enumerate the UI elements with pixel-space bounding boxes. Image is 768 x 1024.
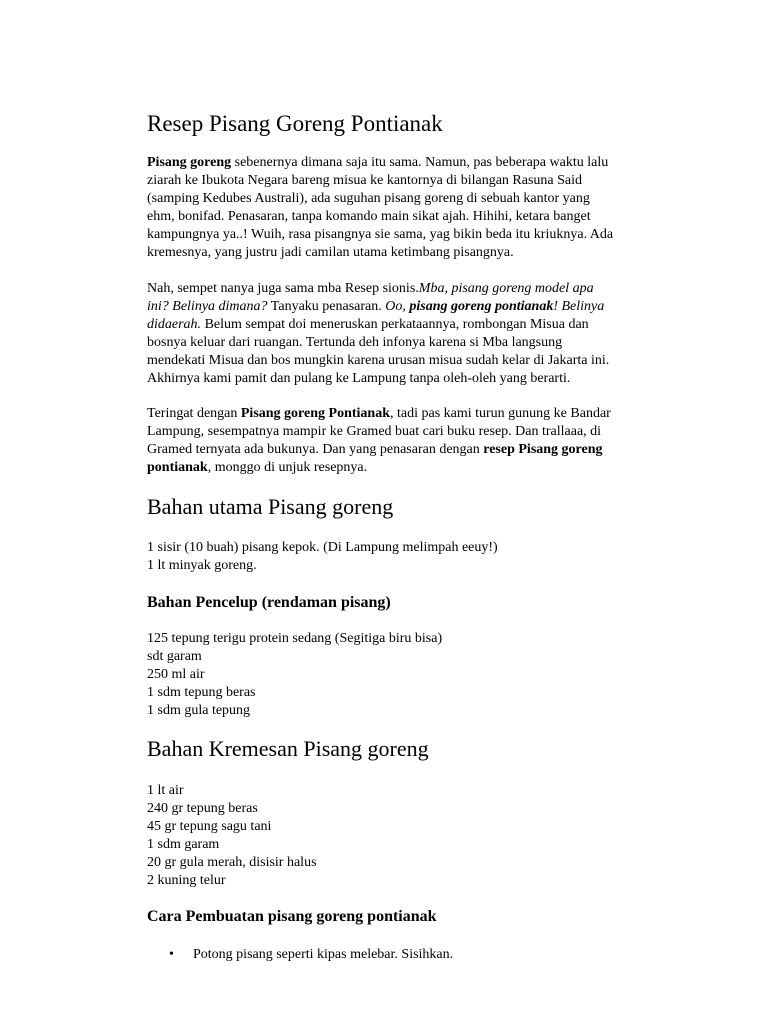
intro-p1-line-5: kampungnya ya..! Wuih, rasa pisangnya sie sama, yag bikin beda itu kriuknya. Ada <box>147 227 614 242</box>
intro-p1-line-4: ehm, bonifad. Penasaran, tanpa komando main sikat ajah. Hihihi, ketara banget <box>147 209 591 224</box>
bold-span: resep Pisang goreng <box>483 442 603 457</box>
list-item: 250 ml air <box>147 667 205 682</box>
text-span: , tadi pas kami turun gunung ke Bandar <box>389 406 611 421</box>
heading-bahan-pencelup: Bahan Pencelup (rendaman pisang) <box>147 594 391 611</box>
text-span: Gramed ternyata ada bukunya. Dan yang penasaran dengan <box>147 442 484 457</box>
text-span: Teringat dengan <box>147 406 241 421</box>
list-item: 1 sisir (10 buah) pisang kepok. (Di Lampung melimpah eeuy!) <box>147 540 498 555</box>
list-item: 125 tepung terigu protein sedang (Segitiga biru bisa) <box>147 631 443 646</box>
list-item: 45 gr tepung sagu tani <box>147 819 272 834</box>
intro-p3-line-1 <box>147 405 657 423</box>
bold-span: Pisang goreng Pontianak <box>240 406 390 421</box>
list-item: 240 gr tepung beras <box>147 801 258 816</box>
list-item: sdt garam <box>147 649 202 664</box>
intro-p1-line-2: ziarah ke Ibukota Negara bareng misua ke kantornya di bilangan Rasuna Said <box>147 173 583 188</box>
bullet-icon: • <box>169 947 174 962</box>
list-item: 1 lt air <box>147 783 184 798</box>
intro-p3-line-2: Lampung, sesempatnya mampir ke Gramed buat cari buku resep. Dan trallaaa, di <box>147 424 602 439</box>
text-span: Nah, sempet nanya juga sama mba Resep sionis. <box>147 281 419 296</box>
intro-paragraph-1 <box>147 154 657 262</box>
italic-span: ! Belinya <box>553 299 605 314</box>
intro-paragraph-2 <box>147 280 657 388</box>
intro-p2-line-2 <box>147 298 657 316</box>
list-cara-pembuatan <box>147 946 453 964</box>
intro-p2-line-1 <box>147 280 657 298</box>
list-item: 1 lt minyak goreng. <box>147 558 257 573</box>
bold-lead: Pisang goreng <box>147 155 232 170</box>
text-span: Tanyaku penasaran. <box>267 299 386 314</box>
intro-p3-line-3 <box>147 441 657 459</box>
list-item: 1 sdm gula tepung <box>147 703 251 718</box>
intro-p1-line-6: kremesnya, yang justru jadi camilan utama ketimbang pisangnya. <box>147 245 514 260</box>
intro-paragraph-3 <box>147 405 657 477</box>
intro-p2-line-6: Akhirnya kami pamit dan pulang ke Lampung tanpa oleh-oleh yang berarti. <box>147 371 571 386</box>
list-bahan-pencelup <box>147 630 442 720</box>
intro-p2-line-4: bosnya keluar dari ruangan. Tertunda deh infonya karena si Mba langsung <box>147 335 563 350</box>
intro-p2-line-5: mendekati Misua dan bos mungkin karena urusan misua sudah kelar di Jakarta ini. <box>147 353 610 368</box>
step-text: Potong pisang seperti kipas melebar. Sisihkan. <box>193 947 454 962</box>
step-item <box>147 946 453 964</box>
text-span: , monggo di unjuk resepnya. <box>207 460 368 475</box>
text-span: sebenernya dimana saja itu sama. Namun, pas beberapa waktu lalu <box>231 155 609 170</box>
heading-bahan-kremesan: Bahan Kremesan Pisang goreng <box>147 736 429 761</box>
bold-italic-span: pisang goreng pontianak <box>409 299 554 314</box>
italic-span: didaerah. <box>147 317 202 332</box>
list-item: 20 gr gula merah, disisir halus <box>147 855 317 870</box>
italic-span: ini? Belinya dimana? <box>147 299 268 314</box>
heading-cara-pembuatan: Cara Pembuatan pisang goreng pontianak <box>147 908 437 925</box>
page-title: Resep Pisang Goreng Pontianak <box>147 111 443 136</box>
text-span: Belum sempat doi meneruskan perkataannya, rombongan Misua dan <box>201 317 589 332</box>
intro-p1-line-1 <box>147 154 657 172</box>
list-item: 2 kuning telur <box>147 873 226 888</box>
intro-p2-line-3 <box>147 316 657 334</box>
heading-bahan-utama: Bahan utama Pisang goreng <box>147 494 394 519</box>
italic-span: Mba, pisang goreng model apa <box>418 281 594 296</box>
list-item: 1 sdm garam <box>147 837 220 852</box>
intro-p1-line-3: (samping Kedubes Australi), ada suguhan pisang goreng di sebuah kantor yang <box>147 191 590 206</box>
list-bahan-utama <box>147 539 498 575</box>
bold-span: pontianak <box>147 460 208 475</box>
list-item: 1 sdm tepung beras <box>147 685 256 700</box>
intro-p3-line-4 <box>147 459 657 477</box>
italic-span: Oo, <box>385 299 410 314</box>
list-bahan-kremesan <box>147 782 317 890</box>
